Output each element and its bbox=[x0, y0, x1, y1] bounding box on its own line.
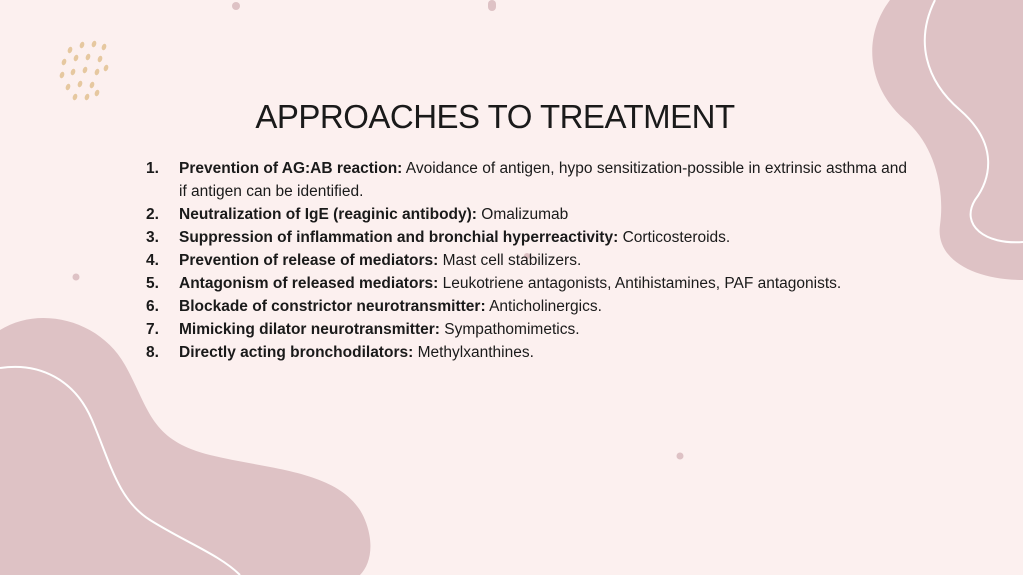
item-number: 3. bbox=[146, 229, 159, 246]
dot bbox=[677, 453, 684, 460]
item-text: Sympathomimetics. bbox=[444, 321, 580, 338]
list-item bbox=[146, 226, 916, 249]
item-text: Leukotriene antagonists, Antihistamines, PAF antagonists. bbox=[442, 275, 842, 292]
item-text: Omalizumab bbox=[481, 206, 569, 223]
list-item bbox=[146, 318, 916, 341]
item-label: Directly acting bronchodilators: bbox=[179, 344, 414, 361]
dot bbox=[232, 2, 240, 10]
dot bbox=[73, 274, 80, 281]
item-label: Blockade of constrictor neurotransmitter: bbox=[179, 298, 486, 315]
item-number: 4. bbox=[146, 252, 159, 269]
item-text: Anticholinergics. bbox=[489, 298, 602, 315]
item-number: 2. bbox=[146, 206, 159, 223]
item-number: 8. bbox=[146, 344, 159, 361]
item-label: Prevention of release of mediators: bbox=[179, 252, 439, 269]
item-label: Suppression of inflammation and bronchial hyperreactivity: bbox=[179, 229, 619, 246]
list-item bbox=[146, 295, 916, 318]
list-item bbox=[146, 157, 916, 203]
list-item bbox=[146, 249, 916, 272]
dot bbox=[941, 187, 948, 194]
list-item bbox=[146, 272, 916, 295]
treatment-list bbox=[146, 157, 916, 364]
item-text: Corticosteroids. bbox=[622, 229, 731, 246]
item-label: Mimicking dilator neurotransmitter: bbox=[179, 321, 440, 338]
slide-title: APPROACHES TO TREATMENT bbox=[255, 98, 735, 135]
item-number: 6. bbox=[146, 298, 159, 315]
list-item bbox=[146, 341, 916, 364]
item-text: Methylxanthines. bbox=[417, 344, 534, 361]
item-number: 5. bbox=[146, 275, 159, 292]
item-label: Antagonism of released mediators: bbox=[179, 275, 439, 292]
dot-pattern bbox=[59, 40, 109, 101]
item-number: 1. bbox=[146, 160, 159, 177]
dot bbox=[488, 0, 496, 11]
item-text: Mast cell stabilizers. bbox=[442, 252, 582, 269]
item-number: 7. bbox=[146, 321, 159, 338]
item-label: Neutralization of IgE (reaginic antibody): bbox=[179, 206, 477, 223]
item-label: Prevention of AG:AB reaction: bbox=[179, 160, 403, 177]
item-text: Avoidance of antigen, hypo sensitization-possible in extrinsic asthma and if antigen can be identified. bbox=[179, 160, 907, 200]
list-item bbox=[146, 203, 916, 226]
